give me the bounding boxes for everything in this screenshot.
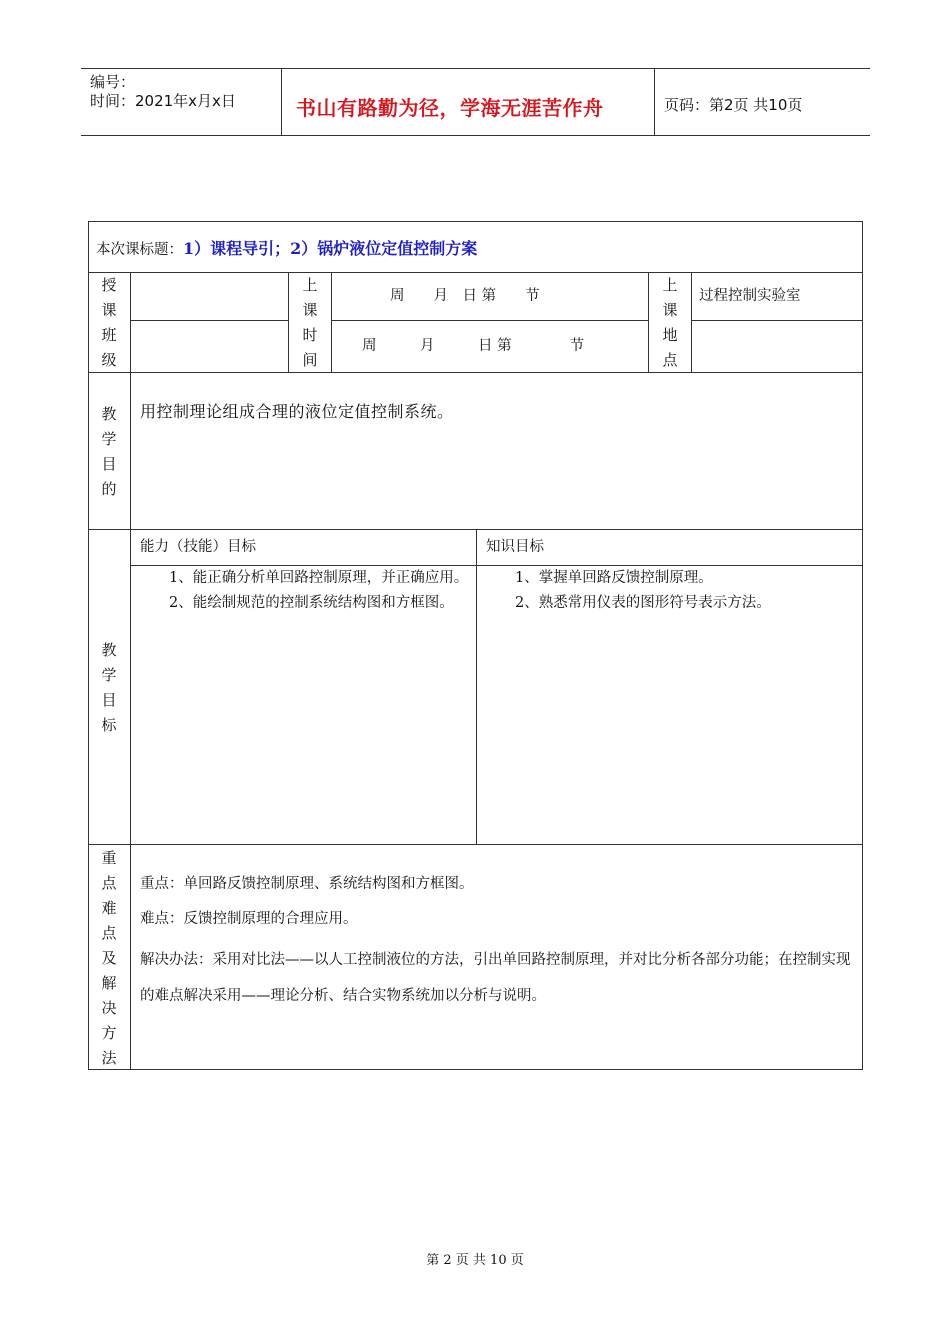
label-char: 课 <box>302 301 318 319</box>
col-divider <box>130 272 131 1069</box>
class-place-value: 过程控制实验室 <box>699 288 801 304</box>
label-char: 班 <box>101 326 117 344</box>
label-char: 点 <box>662 351 678 369</box>
label-char: 间 <box>302 351 318 369</box>
list-item: 1、掌握单回路反馈控制原理。 <box>515 570 713 586</box>
serial-number-label: 编号： <box>90 73 136 91</box>
col-divider <box>288 272 289 372</box>
label-char: 点 <box>101 874 117 892</box>
label-char: 时 <box>302 326 318 344</box>
label-char: 上 <box>302 276 318 294</box>
col-divider <box>331 272 332 372</box>
label-char: 地 <box>662 326 678 344</box>
label-char: 难 <box>101 899 117 917</box>
knowledge-objective-header: 知识目标 <box>486 539 544 555</box>
list-item: 2、能绘制规范的控制系统结构图和方框图。 <box>169 595 454 611</box>
table-top-border <box>88 221 863 222</box>
teaching-objective-label <box>99 638 119 738</box>
class-time-label <box>300 273 320 373</box>
col-divider <box>648 272 649 372</box>
label-char: 学 <box>101 666 117 684</box>
solution-text: 解决办法：采用对比法——以人工控制液位的方法，引出单回路控制原理，并对比分析各部分功能；在控制实现的难点解决采用——理论分析、结合实物系统加以分析与说明。 <box>140 952 851 1004</box>
label-char: 授 <box>101 276 117 294</box>
header-divider-2 <box>654 68 655 136</box>
label-char: 解 <box>101 974 117 992</box>
label-char: 课 <box>662 301 678 319</box>
lesson-title-label: 本次课标题： <box>96 242 183 258</box>
label-char: 学 <box>101 430 117 448</box>
key-difficult-points-label <box>99 846 119 1071</box>
label-char: 课 <box>101 301 117 319</box>
label-char: 目 <box>101 691 117 709</box>
list-item: 2、熟悉常用仪表的图形符号表示方法。 <box>515 595 771 611</box>
class-label <box>99 273 119 373</box>
row-divider <box>691 320 863 321</box>
class-place-label <box>660 273 680 373</box>
row-divider <box>88 844 863 845</box>
label-char: 决 <box>101 999 117 1017</box>
key-points-content <box>140 872 856 1014</box>
list-item: 1、能正确分析单回路控制原理，并正确应用。 <box>169 570 469 586</box>
table-bottom-border <box>88 1069 863 1070</box>
label-char: 教 <box>101 405 117 423</box>
row-divider <box>130 320 288 321</box>
teaching-purpose-label <box>99 402 119 502</box>
lesson-title-row <box>96 236 477 263</box>
class-time-row-1: 周 月 日 第 节 <box>390 288 540 304</box>
label-char: 重 <box>101 849 117 867</box>
page-info: 页码：第2页 共10页 <box>664 96 803 114</box>
header-top-rule <box>81 68 870 69</box>
ability-objective-header: 能力（技能）目标 <box>140 539 256 555</box>
class-time-row-2: 周 月 日 第 节 <box>362 338 585 354</box>
header-divider-1 <box>281 68 282 136</box>
table-right-border <box>862 221 863 1070</box>
label-char: 及 <box>101 949 117 967</box>
label-char: 的 <box>101 480 117 498</box>
label-char: 教 <box>101 641 117 659</box>
knowledge-objective-list <box>486 566 856 616</box>
row-divider <box>88 272 863 273</box>
label-char: 上 <box>662 276 678 294</box>
ability-objective-list <box>140 566 470 616</box>
label-char: 点 <box>101 924 117 942</box>
difficult-point-text: 难点：反馈控制原理的合理应用。 <box>140 911 358 927</box>
label-char: 方 <box>101 1024 117 1042</box>
label-char: 级 <box>101 351 117 369</box>
key-point-text: 重点：单回路反馈控制原理、系统结构图和方框图。 <box>140 876 474 892</box>
header-motto: 书山有路勤为径，学海无涯苦作舟 <box>296 96 604 120</box>
header-bottom-rule <box>81 135 870 136</box>
date-label: 时间：2021年x月x日 <box>90 92 236 110</box>
col-divider <box>691 272 692 372</box>
label-char: 法 <box>101 1049 117 1067</box>
page-footer: 第 2 页 共 10 页 <box>426 1253 524 1268</box>
table-left-border <box>88 221 89 1070</box>
row-divider <box>331 320 648 321</box>
label-char: 目 <box>101 455 117 473</box>
col-divider <box>476 529 477 844</box>
lesson-title-value: 1）课程导引；2）锅炉液位定值控制方案 <box>183 239 478 258</box>
label-char: 标 <box>101 716 117 734</box>
row-divider <box>88 372 863 373</box>
teaching-purpose-text: 用控制理论组成合理的液位定值控制系统。 <box>140 402 454 421</box>
